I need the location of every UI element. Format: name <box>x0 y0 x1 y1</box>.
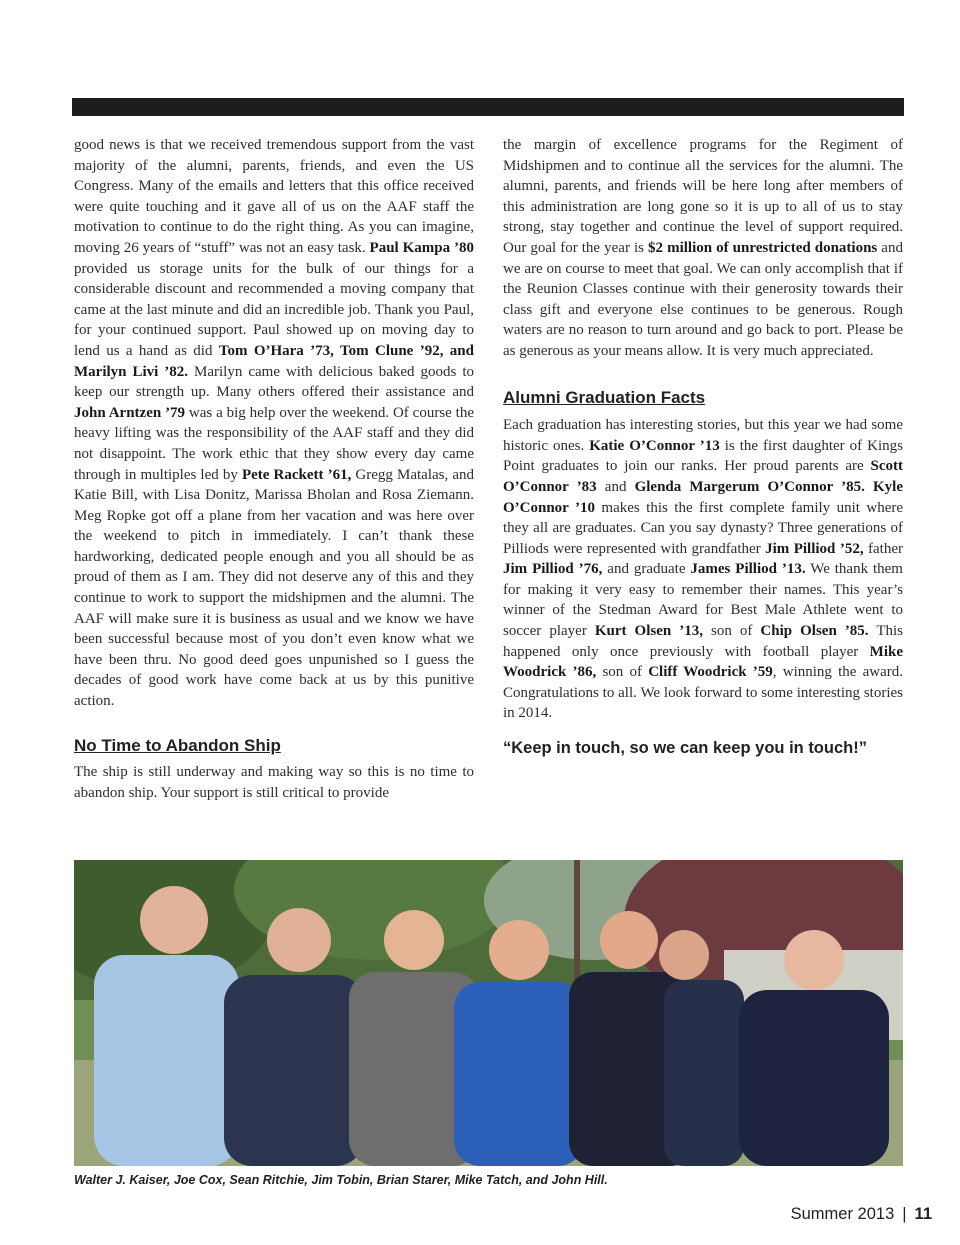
left-column <box>74 135 474 803</box>
names-ohara-clune-livi: Tom O’Hara ’73, Tom Clune ’92, and Marilyn Livi ’82. <box>74 342 474 380</box>
pull-quote: “Keep in touch, so we can keep you in touch!” <box>503 739 867 758</box>
section-heading-graduation-facts: Alumni Graduation Facts <box>503 387 706 407</box>
goal-amount: $2 million of unrestricted donations <box>648 239 878 256</box>
graduation-facts-paragraph: Each graduation has interesting stories, but this year we had some historic ones. Katie O’Connor ’13 is the first daughter of Kings Point graduates to join our ranks. Her proud parents are Scott O’Connor ’83 and Glenda Margerum O’Connor ’85. Kyle O’Connor ’10 makes this the first complete family unit where they all are graduates. Can you say dynasty? Three generations of Pilliods were represented with grandfather Jim Pilliod ’52, father Jim Pilliod ’76, and graduate James Pilliod ’13. We thank them for making it very easy to remember their names. This year’s winner of the Stedman Award for Best Male Athlete went to soccer player Kurt Olsen ’13, son of Chip Olsen ’85. This happened only once previously with football player Mike Woodrick ’86, son of Cliff Woodrick ’59, winning the award. Congratulations to all. We look forward to some interesting stories in 2014. <box>503 417 904 722</box>
issue-label: Summer 2013 <box>790 1205 895 1223</box>
header-rule-bar <box>72 98 904 116</box>
page-footer <box>791 1205 932 1224</box>
page-number: 11 <box>914 1205 932 1223</box>
abandon-ship-paragraph: The ship is still underway and making way so this is no time to abandon ship. Your support is still critical to provide <box>74 764 474 801</box>
group-photo <box>74 860 903 1166</box>
footer-separator: | <box>902 1205 907 1223</box>
continued-paragraph: the margin of excellence programs for the Regiment of Midshipmen and to continue all the services for the alumni. The alumni, parents, and friends will be here long after members of this administration are long gone so it is up to all of us to stay strong, stay together and continue the level of support required. Our goal for the year is $2 million of unrestricted donations and we are on course to meet that goal. We can only accomplish that if the Reunion Classes continue with their generosity towards their class gift and everyone else continues to be generous. Rough waters are no reason to turn around and go back to port. Please be as generous as your means allow. It is very much appreciated. <box>503 137 903 359</box>
name-paul-kampa: Paul Kampa ’80 <box>369 239 474 256</box>
right-column <box>503 135 903 759</box>
name-john-arntzen: John Arntzen ’79 <box>74 404 186 421</box>
photo-caption: Walter J. Kaiser, Joe Cox, Sean Ritchie, Jim Tobin, Brian Starer, Mike Tatch, and John Hill. <box>74 1173 608 1187</box>
intro-paragraph: good news is that we received tremendous support from the vast majority of the alumni, parents, friends, and even the US Congress. Many of the emails and letters that this office received were quite touching and it gave all of us on the AAF staff the motivation to continue to do the right thing. As you can imagine, moving 26 years of “stuff” was not an easy task. Paul Kampa ’80 provided us storage units for the bulk of our things for a considerable discount and recommended a moving company that came at the last minute and did an incredible job. Thank you Paul, for your continued support. Paul showed up on moving day to lend us a hand as did Tom O’Hara ’73, Tom Clune ’92, and Marilyn Livi ’82. Marilyn came with delicious baked goods to keep our strength up. Many others offered their assistance and John Arntzen ’79 was a big help over the weekend. Of course the heavy lifting was the responsibility of the AAF staff and they did not disappoint. The work ethic that they show every day came through in multiples led by Pete Rackett ’61, Gregg Matalas, and Katie Bill, with Lisa Donitz, Marissa Bholan and Rosa Ziemann. Meg Ropke got off a plane from her vacation and was here over the weekend to pitch in immediately. I can’t thank these hardworking, dedicated people enough and you all should be as proud of them as I am. They did not deserve any of this and they continue to work to support the midshipmen and the alumni. The AAF will make sure it is business as usual and we know we have been successful because most of you don’t even know what we have been thru. No good deed goes unpunished so I guess the decades of good work have come back at us by this punitive action. <box>74 137 475 710</box>
section-heading-abandon-ship: No Time to Abandon Ship <box>74 735 281 755</box>
name-pete-rackett: Pete Rackett ’61, <box>241 466 352 483</box>
group-photo-illustration <box>74 860 903 1166</box>
